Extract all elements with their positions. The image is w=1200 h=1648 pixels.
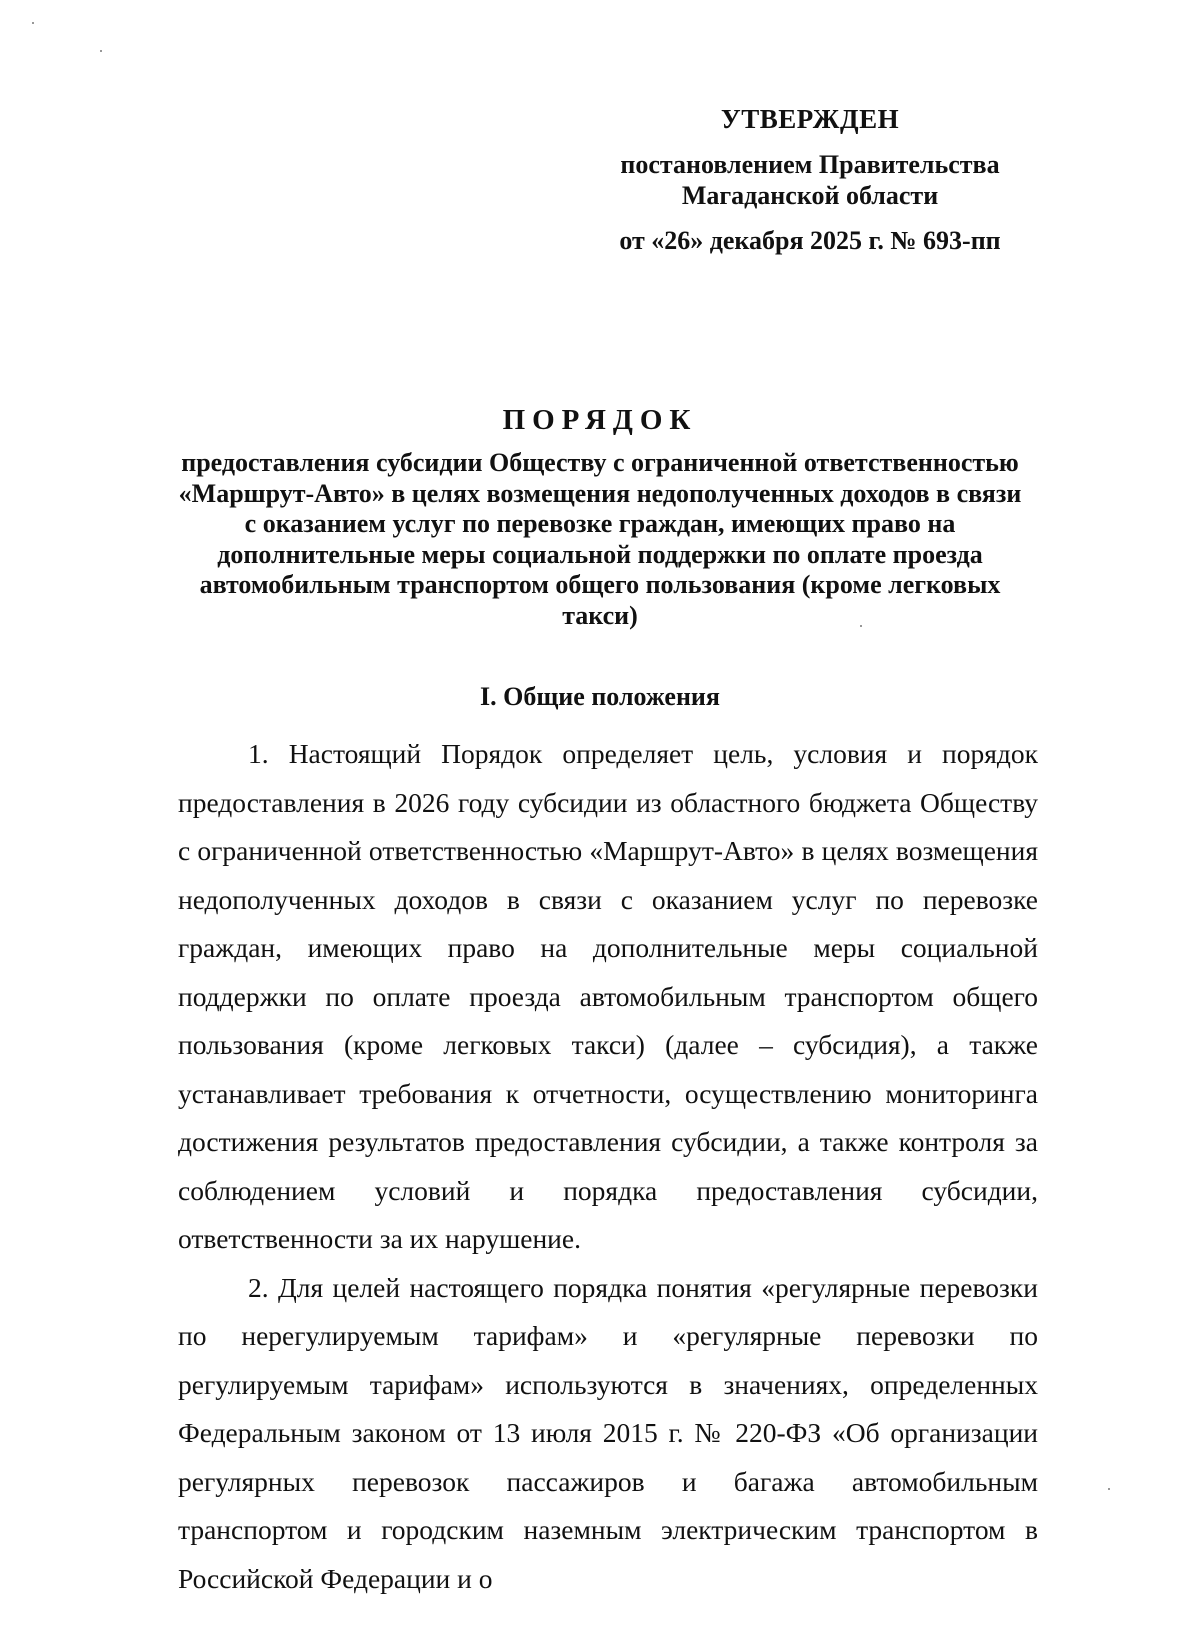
document-title: ПОРЯДОК: [502, 404, 698, 436]
document-subtitle: предоставления субсидии Обществу с ограниченной ответственностью «Маршрут-Авто» в целях возмещения недополученных доходов в связи с оказанием услуг по перевозке граждан, имеющих право на дополнительные меры социальной поддержки по оплате проезда автомобильным транспортом общего пользования (кроме легковых такси): [178, 448, 1022, 630]
approval-date: от «26» декабря 2025 г. № 693-пп: [619, 226, 1001, 255]
paragraph-2: 2. Для целей настоящего порядка понятия «регулярные перевозки по нерегулируемым тарифам» и «регулярные перевозки по регулируемым тарифам» используются в значениях, определенных Федеральным законом от 13 июля 2015 г. № 220-ФЗ «Об организации регулярных перевозок пассажиров и багажа автомобильным транспортом и городским наземным электрическим транспортом в Российской Федерации и о: [178, 1271, 1038, 1594]
approval-line-2: Магаданской области: [681, 181, 939, 210]
approval-block: [590, 104, 1030, 256]
approval-heading: УТВЕРЖДЕН: [720, 104, 900, 134]
scan-speck: [860, 625, 862, 627]
scan-speck: [100, 50, 102, 52]
scan-speck: [32, 22, 34, 24]
section-heading: I. Общие положения: [480, 682, 720, 711]
scan-speck: [1108, 1488, 1110, 1490]
approval-line-1: постановлением Правительства: [620, 150, 1000, 179]
document-body: [178, 730, 1038, 1603]
paragraph-1: 1. Настоящий Порядок определяет цель, условия и порядок предоставления в 2026 году субсидии из областного бюджета Обществу с ограниченной ответственностью «Маршрут-Авто» в целях возмещения недополученных доходов в связи с оказанием услуг по перевозке граждан, имеющих право на дополнительные меры социальной поддержки по оплате проезда автомобильным транспортом общего пользования (кроме легковых такси) (далее – субсидия), а также устанавливает требования к отчетности, осуществлению мониторинга достижения результатов предоставления субсидии, а также контроля за соблюдением условий и порядка предоставления субсидии, ответственности за их нарушение.: [178, 738, 1038, 1254]
